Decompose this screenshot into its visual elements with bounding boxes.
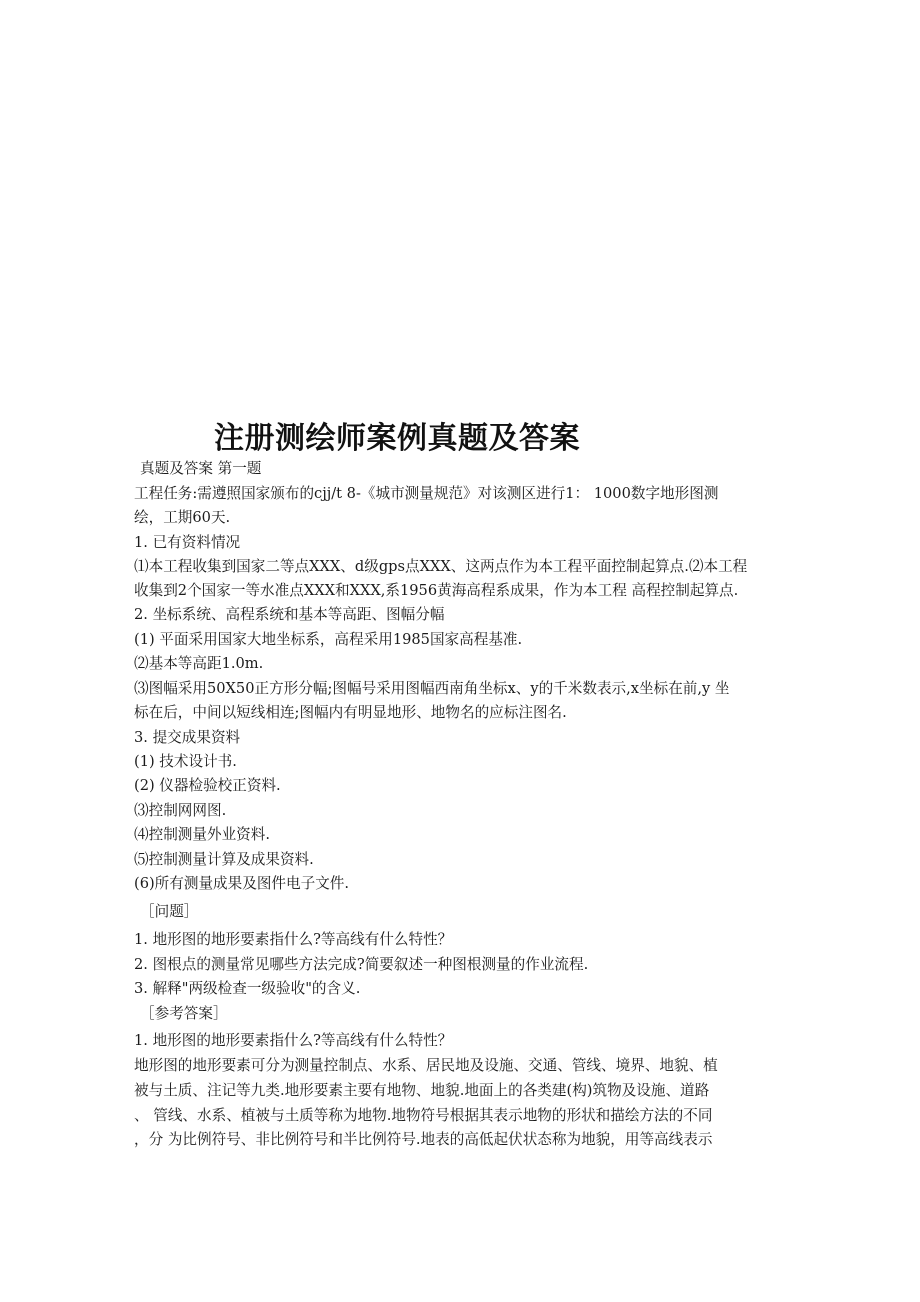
list-item: ⑶控制网网图. bbox=[134, 802, 227, 819]
paragraph-line: ⑴本工程收集到国家二等点XXX、d级gps点XXX、这两点作为本工程平面控制起算点.⑵本工程 bbox=[134, 558, 748, 575]
list-item: (2) 仪器检验校正资料. bbox=[134, 777, 281, 794]
list-item: (1) 技术设计书. bbox=[134, 753, 237, 770]
paragraph-line: 收集到2个国家一等水准点XXX和XXX,系1956黄海高程系成果，作为本工程 高程控制起算点. bbox=[134, 582, 739, 599]
answer-question: 1. 地形图的地形要素指什么?等高线有什么特性？ bbox=[134, 1032, 453, 1049]
paragraph-line: 标在后，中间以短线相连;图幅内有明显地形、地物名的应标注图名. bbox=[134, 704, 567, 721]
question-item: 1. 地形图的地形要素指什么?等高线有什么特性？ bbox=[134, 931, 453, 948]
list-item: (6)所有测量成果及图件电子文件. bbox=[134, 875, 350, 892]
section-heading: 3. 提交成果资料 bbox=[134, 729, 241, 746]
list-item: (1) 平面采用国家大地坐标系，高程采用1985国家高程基准. bbox=[134, 631, 523, 648]
list-item: ⑶图幅采用50X50正方形分幅;图幅号采用图幅西南角坐标x、y的千米数表示,x坐标在前,y 坐 bbox=[134, 680, 730, 697]
answer-paragraph-line: 、 管线、水系、植被与土质等称为地物.地物符号根据其表示地物的形状和描绘方法的不同 bbox=[134, 1107, 713, 1124]
answers-heading: ［参考答案］ bbox=[140, 1005, 228, 1022]
questions-heading: ［问题］ bbox=[140, 903, 199, 920]
question-item: 2. 图根点的测量常见哪些方法完成?简要叙述一种图根测量的作业流程. bbox=[134, 956, 589, 973]
document-title: 注册测绘师案例真题及答案 bbox=[214, 421, 580, 456]
list-item: ⑸控制测量计算及成果资料. bbox=[134, 851, 314, 868]
paragraph-line: 工程任务:需遵照国家颁布的cjj/t 8-《城市测量规范》对该测区进行1： 1000数字地形图测 bbox=[134, 485, 719, 502]
section-heading: 1. 已有资料情况 bbox=[134, 534, 241, 551]
section-heading: 2. 坐标系统、高程系统和基本等高距、图幅分幅 bbox=[134, 606, 445, 623]
answer-paragraph-line: 被与土质、注记等九类.地形要素主要有地物、地貌.地面上的各类建(构)筑物及设施、道路 bbox=[134, 1082, 710, 1099]
paragraph-line: 绘，工期60天. bbox=[134, 509, 231, 526]
answer-paragraph-line: ，分 为比例符号、非比例符号和半比例符号.地表的高低起伏状态称为地貌，用等高线表示 bbox=[134, 1131, 713, 1148]
answer-paragraph-line: 地形图的地形要素可分为测量控制点、水系、居民地及设施、交通、管线、境界、地貌、植 bbox=[134, 1057, 718, 1074]
list-item: ⑵基本等高距1.0m. bbox=[134, 655, 264, 672]
document-subtitle: 真题及答案 第一题 bbox=[140, 460, 262, 477]
list-item: ⑷控制测量外业资料. bbox=[134, 826, 270, 843]
question-item: 3. 解释"两级检查一级验收"的含义. bbox=[134, 980, 361, 997]
